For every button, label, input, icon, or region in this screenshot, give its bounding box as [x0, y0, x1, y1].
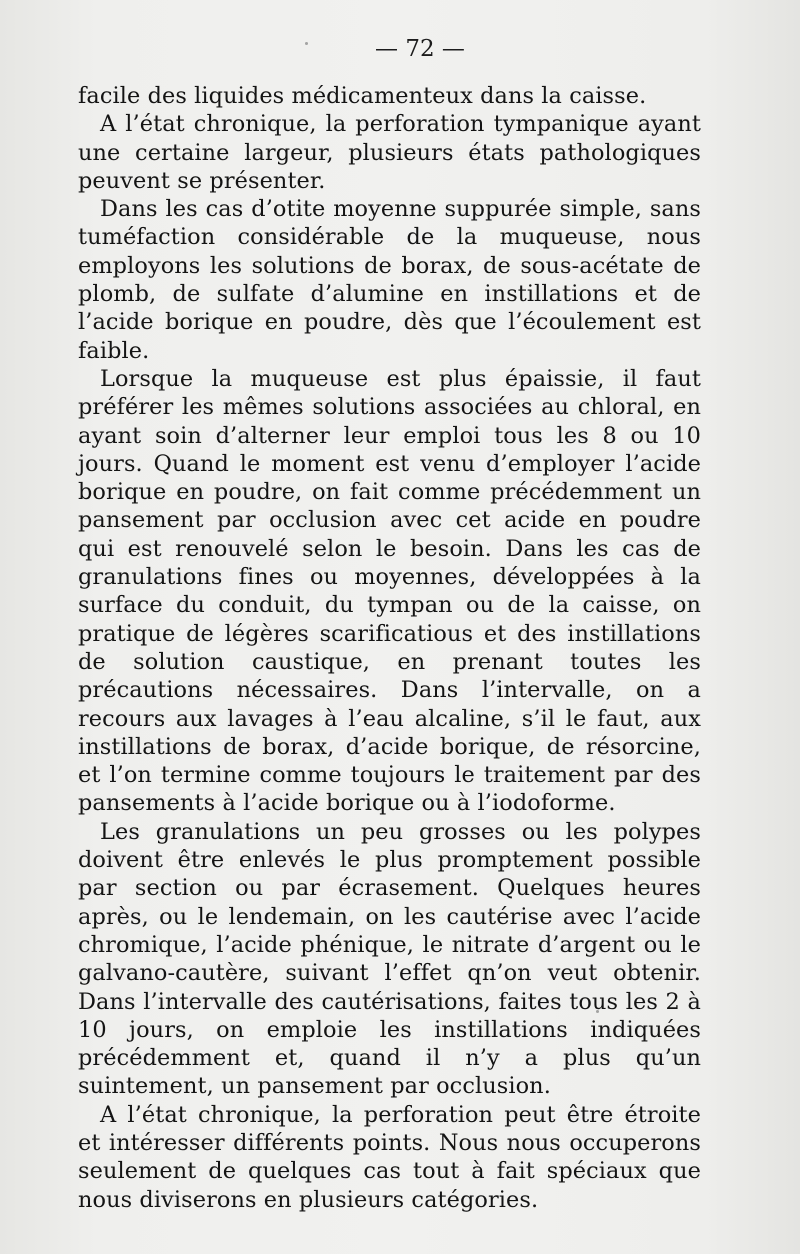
page-number: — 72 —: [375, 36, 465, 62]
paragraph: A l’état chronique, la perforation peut être étroite et intéresser différents points. Nous nous occuperons seulement de quelques cas tout à fait spéciaux que nous diviserons en plusieurs catégories.: [78, 1101, 701, 1213]
paragraph: Les granulations un peu grosses ou les polypes doivent être enlevés le plus promptement possible par section ou par écrasement. Quelques heures après, ou le lendemain, on les cautérise avec l’acide chromique, l’acide phénique, le nitrate d’argent ou le galvano-cautère, suivant l’effet qn’on veut obtenir. Dans l’intervalle des cautérisations, faites tous les 2 à 10 jours, on emploie les instillations indiquées précédemment et, quand il n’y a plus qu’un suintement, un pansement par occlusion.: [78, 818, 701, 1100]
paragraph: Lorsque la muqueuse est plus épaissie, il faut préférer les mêmes solutions associées au chloral, en ayant soin d’alterner leur emploi tous les 8 ou 10 jours. Quand le moment est venu d’employer l’acide borique en poudre, on fait comme précédemment un pansement par occlusion avec cet acide en poudre qui est renouvelé selon le besoin. Dans les cas de granulations fines ou moyennes, développées à la surface du conduit, du tympan ou de la caisse, on pratique de légères scarificatious et des instillations de solution caustique, en prenant toutes les précautions nécessaires. Dans l’intervalle, on a recours aux lavages à l’eau alcaline, s’il le faut, aux instillations de borax, d’acide borique, de résorcine, et l’on termine comme toujours le traitement par des pansements à l’acide borique ou à l’iodoforme.: [78, 365, 701, 817]
paragraph: Dans les cas d’otite moyenne suppurée simple, sans tuméfaction considérable de la muqueuse, nous employons les solutions de borax, de sous-acétate de plomb, de sulfate d’alumine en instillations et de l’acide borique en poudre, dès que l’écoulement est faible.: [78, 196, 701, 364]
paragraph-continuation: facile des liquides médicamenteux dans la caisse.: [78, 83, 647, 109]
body-text: [78, 82, 701, 1214]
paragraph: A l’état chronique, la perforation tympanique ayant une certaine largeur, plusieurs états pathologiques peuvent se présenter.: [78, 111, 701, 194]
